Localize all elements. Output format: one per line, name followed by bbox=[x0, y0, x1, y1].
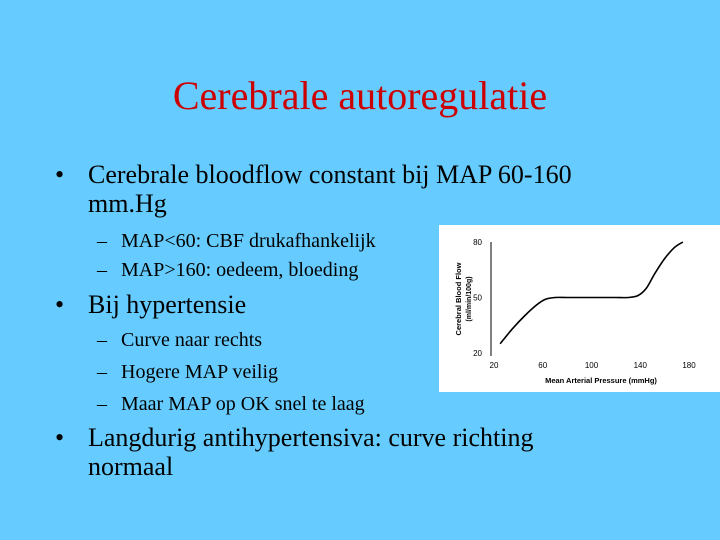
dash-symbol: – bbox=[97, 393, 107, 415]
bullet-dot: • bbox=[55, 160, 65, 189]
bullet-dot: • bbox=[55, 423, 65, 452]
dash-symbol: – bbox=[97, 329, 107, 351]
dash-symbol: – bbox=[97, 259, 107, 281]
bullet-text-line2: normaal bbox=[88, 452, 174, 481]
autoregulation-chart bbox=[439, 225, 720, 392]
subbullet-text: Curve naar rechts bbox=[121, 329, 263, 351]
dash-symbol: – bbox=[97, 361, 107, 383]
subbullet-text: MAP<60: CBF drukafhankelijk bbox=[121, 230, 376, 252]
x-axis-label: Mean Arterial Pressure (mmHg) bbox=[545, 376, 657, 385]
bullet-text-line1: Cerebrale bloodflow constant bij MAP 60-160 bbox=[88, 160, 572, 189]
y-axis-unit-label: (ml/min/100g) bbox=[466, 276, 473, 322]
x-tick-label: 140 bbox=[633, 361, 647, 370]
x-tick-label: 20 bbox=[489, 361, 499, 370]
slide-title: Cerebrale autoregulatie bbox=[172, 73, 548, 118]
x-tick-label: 180 bbox=[682, 361, 696, 370]
y-tick-label: 50 bbox=[473, 293, 482, 303]
x-tick-label: 60 bbox=[538, 361, 548, 370]
tick-labels bbox=[473, 238, 696, 370]
y-tick-label: 20 bbox=[473, 349, 482, 358]
bullet-text-line1: Bij hypertensie bbox=[88, 290, 247, 319]
chart-svg bbox=[439, 225, 720, 392]
x-tick-label: 100 bbox=[584, 361, 599, 370]
bullet-dot: • bbox=[55, 290, 65, 319]
y-axis-label: Cerebral Blood Flow bbox=[454, 262, 463, 336]
subbullet-text: Hogere MAP veilig bbox=[121, 361, 279, 383]
subbullet-text: MAP>160: oedeem, bloeding bbox=[121, 259, 359, 281]
y-tick-label: 80 bbox=[473, 238, 482, 247]
subbullet-text: Maar MAP op OK snel te laag bbox=[121, 393, 365, 415]
bullet-text-line2: mm.Hg bbox=[88, 189, 167, 218]
dash-symbol: – bbox=[97, 230, 107, 252]
bullet-text-line1: Langdurig antihypertensiva: curve richting bbox=[88, 423, 534, 452]
cbf-curve-line bbox=[500, 242, 683, 344]
